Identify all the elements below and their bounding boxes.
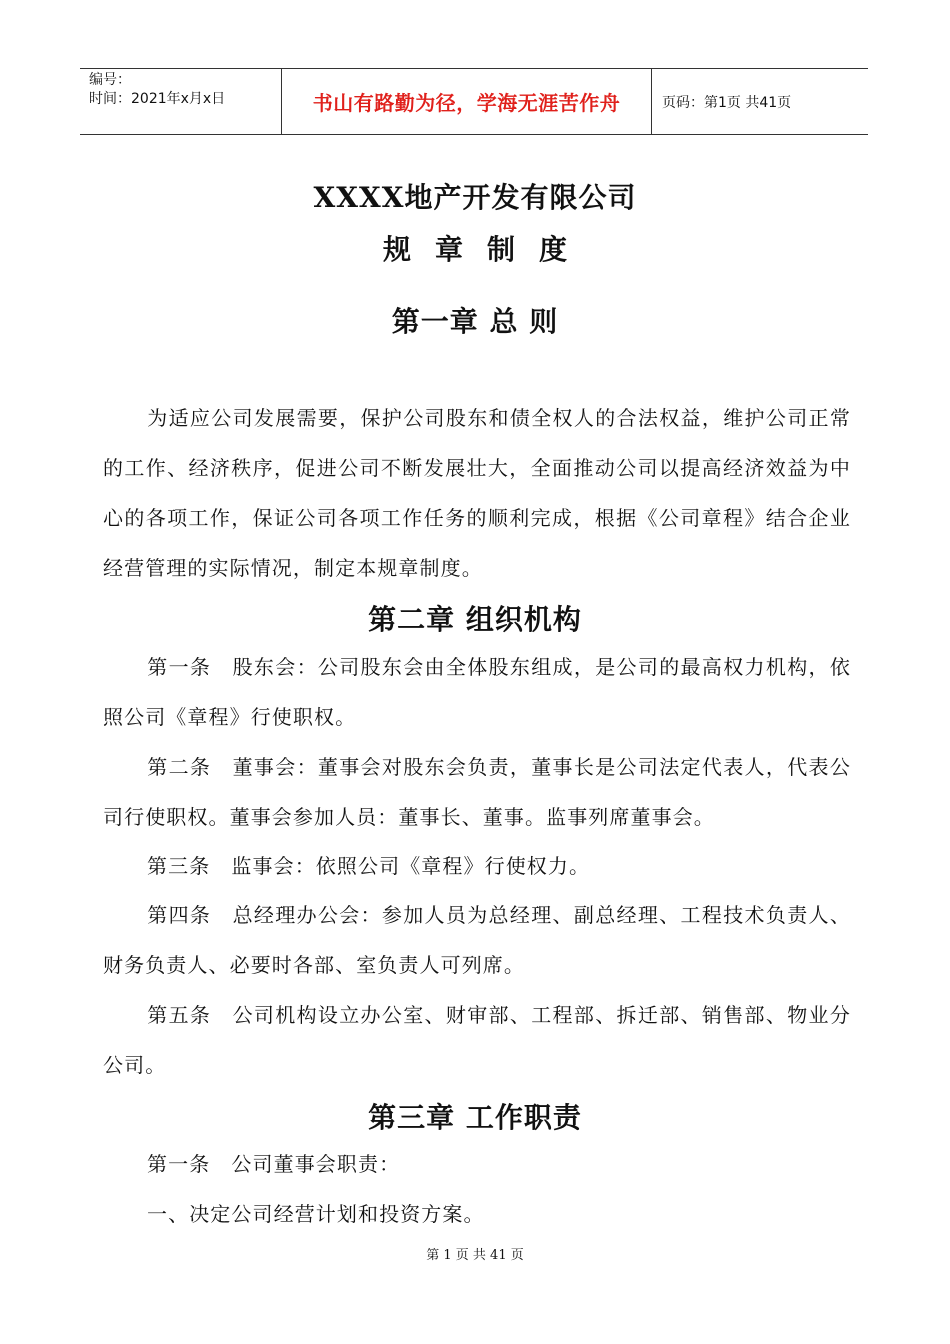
motto: 书山有路勤为径，学海无涯苦作舟 bbox=[282, 69, 652, 134]
header-table bbox=[80, 68, 868, 135]
chapter-1-heading: 第一章 总 则 bbox=[391, 305, 559, 338]
chapter-1-paragraph: 为适应公司发展需要，保护公司股东和债全权人的合法权益，维护公司正常的工作、经济秩序，促进公司不断发展壮大，全面推动公司以提高经济效益为中心的各项工作，保证公司各项工作任务的顺利完成，根据《公司章程》结合企业经营管理的实际情况，制定本规章制度。 bbox=[103, 406, 851, 580]
rules-title: 规章制度 bbox=[382, 233, 591, 266]
article-2-5: 第五条 公司机构设立办公室、财审部、工程部、拆迁部、销售部、物业分公司。 bbox=[103, 1003, 851, 1077]
page-info: 页码：第1页 共41页 bbox=[662, 94, 792, 111]
time-label: 时间：2021年x月x日 bbox=[89, 91, 226, 107]
article-2-1: 第一条 股东会：公司股东会由全体股东组成，是公司的最高权力机构，依照公司《章程》行使职权。 bbox=[103, 655, 851, 729]
article-2-2: 第二条 董事会：董事会对股东会负责，董事长是公司法定代表人，代表公司行使职权。董事会参加人员：董事长、董事。监事列席董事会。 bbox=[103, 755, 851, 829]
company-title: XXXX地产开发有限公司 bbox=[313, 181, 637, 214]
item-3-1: 一、决定公司经营计划和投资方案。 bbox=[147, 1202, 485, 1226]
article-2-4: 第四条 总经理办公会：参加人员为总经理、副总经理、工程技术负责人、财务负责人、必要时各部、室负责人可列席。 bbox=[103, 903, 851, 977]
number-label: 编号： bbox=[89, 72, 131, 88]
article-3-1: 第一条 公司董事会职责： bbox=[147, 1152, 401, 1176]
article-2-3: 第三条 监事会：依照公司《章程》行使权力。 bbox=[147, 854, 591, 878]
chapter-2-heading: 第二章 组织机构 bbox=[368, 603, 582, 636]
header-meta-cell bbox=[80, 69, 282, 134]
page-footer: 第 1 页 共 41 页 bbox=[426, 1248, 524, 1263]
chapter-3-heading: 第三章 工作职责 bbox=[368, 1101, 582, 1134]
